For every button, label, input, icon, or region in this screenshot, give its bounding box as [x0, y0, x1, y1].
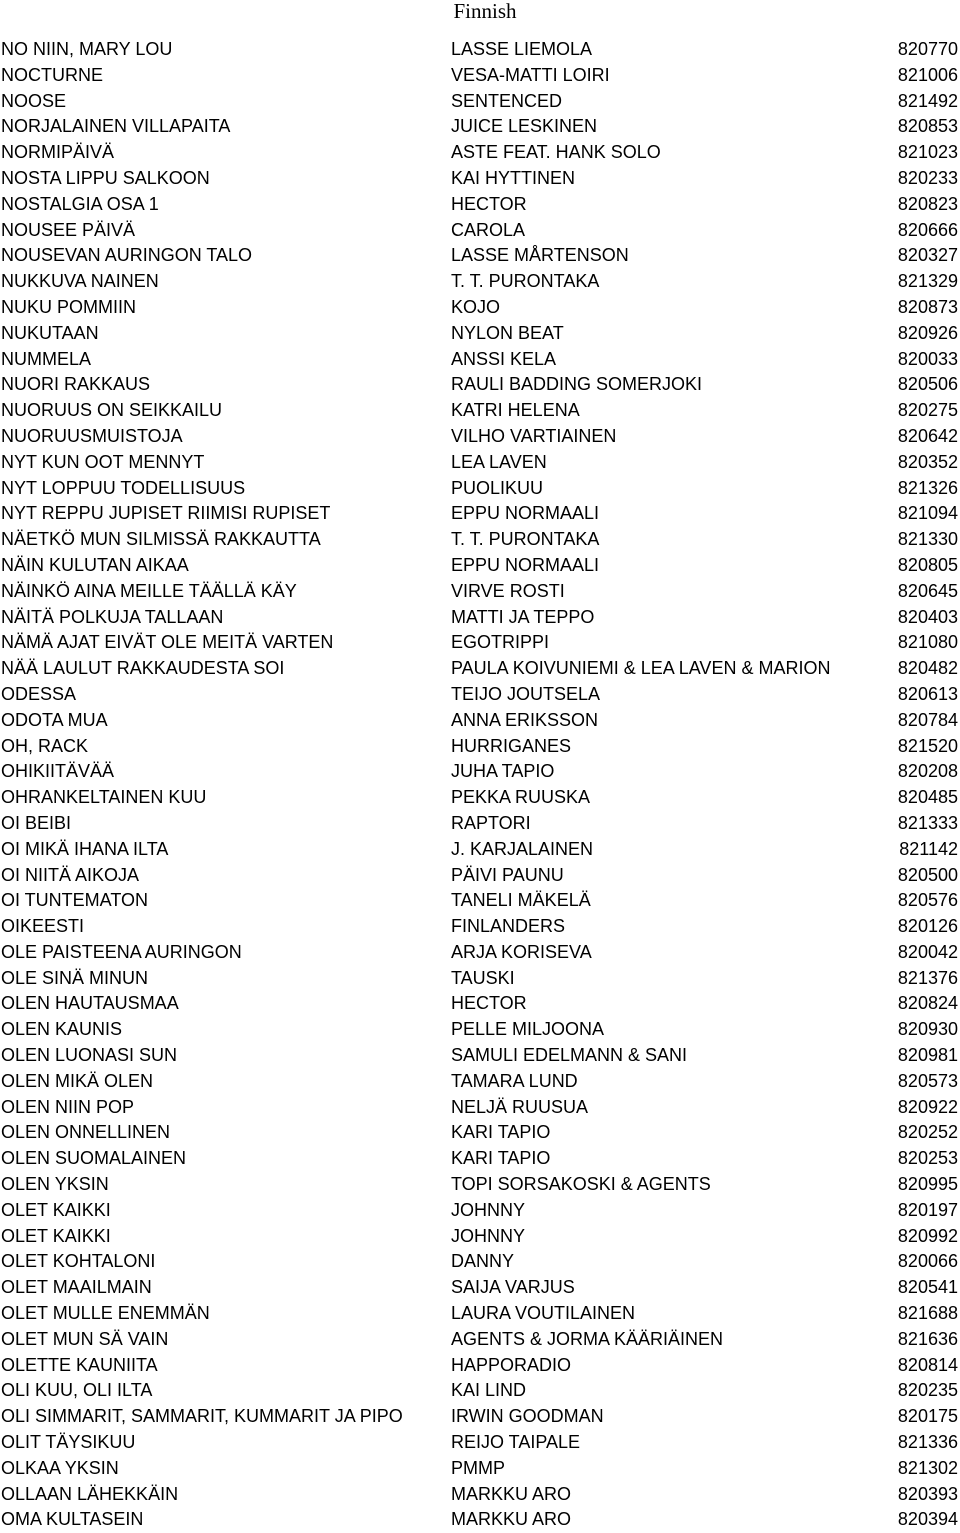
song-row — [0, 1198, 960, 1224]
song-row — [0, 1043, 960, 1069]
song-title: OLET KAIKKI — [1, 1225, 111, 1246]
song-artist: KATRI HELENA — [451, 400, 580, 421]
song-title: NUKU POMMIIN — [1, 296, 136, 317]
song-artist: J. KARJALAINEN — [451, 838, 594, 859]
song-code: 820485 — [897, 787, 958, 808]
song-title: OI TUNTEMATON — [1, 890, 149, 911]
song-row — [0, 1146, 960, 1172]
song-row — [0, 966, 960, 992]
song-title: NUORI RAKKAUS — [1, 374, 151, 395]
song-artist: LASSE MÅRTENSON — [451, 245, 629, 266]
song-artist: MARKKU ARO — [451, 1483, 572, 1504]
song-row — [0, 501, 960, 527]
song-title: NÄETKÖ MUN SILMISSÄ RAKKAUTTA — [1, 529, 321, 550]
song-title: NUMMELA — [1, 348, 92, 369]
song-row — [0, 1430, 960, 1456]
song-artist: SAIJA VARJUS — [451, 1277, 575, 1298]
song-title: NO NIIN, MARY LOU — [1, 39, 173, 59]
song-code: 820814 — [897, 1354, 958, 1375]
song-code: 821376 — [897, 967, 958, 988]
song-row — [0, 785, 960, 811]
song-code: 821142 — [899, 838, 958, 859]
song-row — [0, 579, 960, 605]
song-artist: PMMP — [451, 1457, 505, 1478]
song-title: ODESSA — [1, 683, 77, 704]
song-code: 820666 — [897, 219, 958, 240]
song-artist: ASTE FEAT. HANK SOLO — [451, 142, 661, 163]
song-row — [0, 1507, 960, 1533]
song-title: OLET MAAILMAIN — [1, 1277, 152, 1298]
song-title: NÄINKÖ AINA MEILLE TÄÄLLÄ KÄY — [1, 580, 297, 601]
song-row — [0, 837, 960, 863]
song-row — [0, 295, 960, 321]
song-code: 820253 — [897, 1148, 958, 1169]
song-row — [0, 553, 960, 579]
song-artist: AGENTS & JORMA KÄÄRIÄINEN — [451, 1328, 724, 1349]
song-title: OLI SIMMARIT, SAMMARIT, KUMMARIT JA PIPO — [1, 1406, 403, 1427]
song-code: 820252 — [897, 1122, 958, 1143]
song-code: 820645 — [897, 580, 958, 601]
song-artist: NELJÄ RUUSUA — [451, 1096, 589, 1117]
song-code: 821006 — [897, 64, 958, 85]
song-artist: TAUSKI — [451, 967, 515, 988]
song-row — [0, 656, 960, 682]
song-artist: LEA LAVEN — [451, 451, 547, 472]
song-code: 820926 — [897, 322, 958, 343]
song-code: 821520 — [897, 735, 958, 756]
song-artist: TAMARA LUND — [451, 1070, 578, 1091]
song-title: NUORUUSMUISTOJA — [1, 425, 183, 446]
song-title: OLEN HAUTAUSMAA — [1, 993, 179, 1014]
song-title: OLKAA YKSIN — [1, 1457, 119, 1478]
song-row — [0, 1404, 960, 1430]
song-title: ODOTA MUA — [1, 709, 108, 730]
song-title: NYT REPPU JUPISET RIIMISI RUPISET — [1, 503, 331, 524]
song-title: OLEN MIKÄ OLEN — [1, 1070, 154, 1091]
song-code: 820995 — [897, 1174, 958, 1195]
song-row — [0, 476, 960, 502]
song-artist: CAROLA — [451, 219, 526, 240]
song-code: 821330 — [897, 529, 958, 550]
song-code: 821333 — [897, 812, 958, 833]
song-row — [0, 527, 960, 553]
song-row — [0, 888, 960, 914]
song-title: NÄMÄ AJAT EIVÄT OLE MEITÄ VARTEN — [1, 632, 334, 653]
song-row — [0, 708, 960, 734]
song-artist: T. T. PURONTAKA — [451, 529, 600, 550]
song-title: OLET MULLE ENEMMÄN — [1, 1303, 210, 1324]
song-artist: VIRVE ROSTI — [451, 580, 565, 601]
song-code: 820233 — [897, 167, 958, 188]
song-artist: NYLON BEAT — [451, 322, 564, 343]
song-row — [0, 1095, 960, 1121]
song-code: 820506 — [897, 374, 958, 395]
song-row — [0, 192, 960, 218]
song-row — [0, 1224, 960, 1250]
song-code: 820482 — [897, 658, 958, 679]
song-artist: HECTOR — [451, 993, 527, 1014]
song-row — [0, 1120, 960, 1146]
song-code: 821636 — [897, 1328, 958, 1349]
song-code: 821688 — [897, 1303, 958, 1324]
song-code: 820823 — [897, 193, 958, 214]
song-title: NORMIPÄIVÄ — [1, 142, 115, 163]
song-code: 820930 — [897, 1019, 958, 1040]
song-row — [0, 940, 960, 966]
song-code: 820275 — [897, 400, 958, 421]
song-code: 820922 — [897, 1096, 958, 1117]
song-row — [0, 682, 960, 708]
song-code: 820033 — [897, 348, 958, 369]
song-title: OMA KULTASEIN — [1, 1509, 144, 1530]
song-title: OI MIKÄ IHANA ILTA — [1, 838, 169, 859]
song-title: NOCTURNE — [1, 64, 103, 85]
song-code: 820992 — [897, 1225, 958, 1246]
song-code: 820352 — [897, 451, 958, 472]
song-code: 820393 — [897, 1483, 958, 1504]
song-artist: JOHNNY — [451, 1199, 526, 1220]
song-list — [0, 37, 960, 1533]
song-title: NOSTA LIPPU SALKOON — [1, 167, 210, 188]
song-title: OLE PAISTEENA AURINGON — [1, 941, 242, 962]
song-code: 821023 — [897, 142, 958, 163]
song-row — [0, 1275, 960, 1301]
song-code: 820613 — [897, 683, 958, 704]
song-title: OLEN NIIN POP — [1, 1096, 135, 1117]
song-row — [0, 1249, 960, 1275]
song-artist: HAPPORADIO — [451, 1354, 572, 1375]
song-title: OI BEIBI — [1, 812, 72, 833]
song-artist: LASSE LIEMOLA — [451, 39, 593, 59]
page-heading: Finnish — [453, 0, 517, 23]
song-code: 820541 — [897, 1277, 958, 1298]
song-code: 820208 — [897, 761, 958, 782]
song-code: 820642 — [897, 425, 958, 446]
song-title: OI NIITÄ AIKOJA — [1, 864, 140, 885]
song-title: OHRANKELTAINEN KUU — [1, 787, 207, 808]
song-artist: ANNA ERIKSSON — [451, 709, 599, 730]
song-row — [0, 759, 960, 785]
song-row — [0, 863, 960, 889]
song-row — [0, 269, 960, 295]
song-artist: IRWIN GOODMAN — [451, 1406, 604, 1427]
song-row — [0, 914, 960, 940]
song-title: NÄIN KULUTAN AIKAA — [1, 554, 189, 575]
song-artist: DANNY — [451, 1251, 515, 1272]
song-artist: SENTENCED — [451, 90, 563, 111]
song-code: 821302 — [897, 1457, 958, 1478]
song-code: 820197 — [897, 1199, 958, 1220]
song-row — [0, 1327, 960, 1353]
song-artist: TEIJO JOUTSELA — [451, 683, 601, 704]
song-row — [0, 630, 960, 656]
song-row — [0, 1456, 960, 1482]
song-title: NUKUTAAN — [1, 322, 99, 343]
song-row — [0, 1017, 960, 1043]
song-title: OIKEESTI — [1, 916, 85, 937]
song-code: 820805 — [897, 554, 958, 575]
song-title: OLEN LUONASI SUN — [1, 1045, 178, 1066]
song-title: OLEN KAUNIS — [1, 1019, 123, 1040]
song-title: OLET KAIKKI — [1, 1199, 111, 1220]
song-row — [0, 1353, 960, 1379]
song-row — [0, 1172, 960, 1198]
song-title: OLETTE KAUNIITA — [1, 1354, 158, 1375]
song-artist: PÄIVI PAUNU — [451, 864, 564, 885]
song-code: 820327 — [897, 245, 958, 266]
song-title: NOOSE — [1, 90, 67, 111]
song-artist: PUOLIKUU — [451, 477, 544, 498]
song-title: NUORUUS ON SEIKKAILU — [1, 400, 223, 421]
song-row — [0, 734, 960, 760]
song-code: 821329 — [897, 271, 958, 292]
song-title: OLEN YKSIN — [1, 1174, 109, 1195]
song-row — [0, 991, 960, 1017]
song-artist: KOJO — [451, 296, 501, 317]
song-code: 820175 — [897, 1406, 958, 1427]
song-row — [0, 1482, 960, 1508]
song-artist: MARKKU ARO — [451, 1509, 572, 1530]
song-title: OLLAAN LÄHEKKÄIN — [1, 1483, 179, 1504]
song-artist: RAPTORI — [451, 812, 531, 833]
song-artist: ANSSI KELA — [451, 348, 557, 369]
song-title: OLEN SUOMALAINEN — [1, 1148, 187, 1169]
song-artist: RAULI BADDING SOMERJOKI — [451, 374, 703, 395]
song-artist: KARI TAPIO — [451, 1122, 551, 1143]
song-artist: KAI HYTTINEN — [451, 167, 576, 188]
song-title: OLE SINÄ MINUN — [1, 967, 149, 988]
song-artist: TANELI MÄKELÄ — [451, 890, 591, 911]
song-row — [0, 1378, 960, 1404]
song-row — [0, 605, 960, 631]
song-row — [0, 372, 960, 398]
song-row — [0, 1069, 960, 1095]
song-row — [0, 424, 960, 450]
song-row — [0, 89, 960, 115]
song-row — [0, 166, 960, 192]
song-title: NÄÄ LAULUT RAKKAUDESTA SOI — [1, 658, 285, 679]
song-code: 821094 — [897, 503, 958, 524]
song-code: 820784 — [897, 709, 958, 730]
song-artist: KAI LIND — [451, 1380, 527, 1401]
song-artist: JOHNNY — [451, 1225, 526, 1246]
song-code: 820576 — [897, 890, 958, 911]
song-artist: PAULA KOIVUNIEMI & LEA LAVEN & MARION — [451, 658, 831, 679]
song-artist: LAURA VOUTILAINEN — [451, 1303, 636, 1324]
song-artist: PELLE MILJOONA — [451, 1019, 605, 1040]
song-title: OLET KOHTALONI — [1, 1251, 156, 1272]
song-artist: VESA-MATTI LOIRI — [451, 64, 610, 85]
song-artist: EPPU NORMAALI — [451, 554, 600, 575]
song-row — [0, 398, 960, 424]
song-artist: SAMULI EDELMANN & SANI — [451, 1045, 688, 1066]
song-row — [0, 1301, 960, 1327]
song-artist: PEKKA RUUSKA — [451, 787, 591, 808]
song-artist: ARJA KORISEVA — [451, 941, 592, 962]
song-artist: MATTI JA TEPPO — [451, 606, 595, 627]
song-row — [0, 243, 960, 269]
song-title: NYT LOPPUU TODELLISUUS — [1, 477, 246, 498]
song-title: OLEN ONNELLINEN — [1, 1122, 171, 1143]
song-row — [0, 218, 960, 244]
song-code: 821336 — [897, 1432, 958, 1453]
song-artist: HECTOR — [451, 193, 527, 214]
song-artist: T. T. PURONTAKA — [451, 271, 600, 292]
song-artist: FINLANDERS — [451, 916, 566, 937]
song-artist: EPPU NORMAALI — [451, 503, 600, 524]
song-code: 820394 — [897, 1509, 958, 1530]
song-code: 820853 — [897, 116, 958, 137]
song-code: 820981 — [897, 1045, 958, 1066]
song-row — [0, 63, 960, 89]
song-row — [0, 321, 960, 347]
song-code: 821326 — [897, 477, 958, 498]
song-code: 820403 — [897, 606, 958, 627]
song-title: NUKKUVA NAINEN — [1, 271, 159, 292]
song-row — [0, 114, 960, 140]
song-title: NÄITÄ POLKUJA TALLAAN — [1, 606, 224, 627]
song-title: NOSTALGIA OSA 1 — [1, 193, 159, 214]
song-artist: JUHA TAPIO — [451, 761, 555, 782]
song-code: 820126 — [897, 916, 958, 937]
song-row — [0, 37, 960, 63]
song-code: 820235 — [897, 1380, 958, 1401]
song-code: 821492 — [897, 90, 958, 111]
song-row — [0, 811, 960, 837]
song-row — [0, 347, 960, 373]
song-title: NOUSEE PÄIVÄ — [1, 219, 136, 240]
song-title: OLIT TÄYSIKUU — [1, 1432, 136, 1453]
song-code: 820066 — [897, 1251, 958, 1272]
song-code: 820500 — [897, 864, 958, 885]
song-title: OLET MUN SÄ VAIN — [1, 1328, 169, 1349]
song-code: 821080 — [897, 632, 958, 653]
song-row — [0, 450, 960, 476]
song-title: OHIKIITÄVÄÄ — [1, 761, 115, 782]
song-code: 820573 — [897, 1070, 958, 1091]
song-title: NOUSEVAN AURINGON TALO — [1, 245, 253, 266]
song-code: 820873 — [897, 296, 958, 317]
song-row — [0, 140, 960, 166]
song-title: OLI KUU, OLI ILTA — [1, 1380, 153, 1401]
song-code: 820770 — [897, 39, 958, 59]
song-artist: HURRIGANES — [451, 735, 572, 756]
song-title: OH, RACK — [1, 735, 89, 756]
song-artist: VILHO VARTIAINEN — [451, 425, 617, 446]
song-artist: REIJO TAIPALE — [451, 1432, 581, 1453]
song-code: 820042 — [897, 941, 958, 962]
song-title: NORJALAINEN VILLAPAITA — [1, 116, 231, 137]
song-artist: TOPI SORSAKOSKI & AGENTS — [451, 1174, 711, 1195]
song-title: NYT KUN OOT MENNYT — [1, 451, 205, 472]
song-artist: KARI TAPIO — [451, 1148, 551, 1169]
song-artist: JUICE LESKINEN — [451, 116, 598, 137]
song-code: 820824 — [897, 993, 958, 1014]
song-artist: EGOTRIPPI — [451, 632, 550, 653]
